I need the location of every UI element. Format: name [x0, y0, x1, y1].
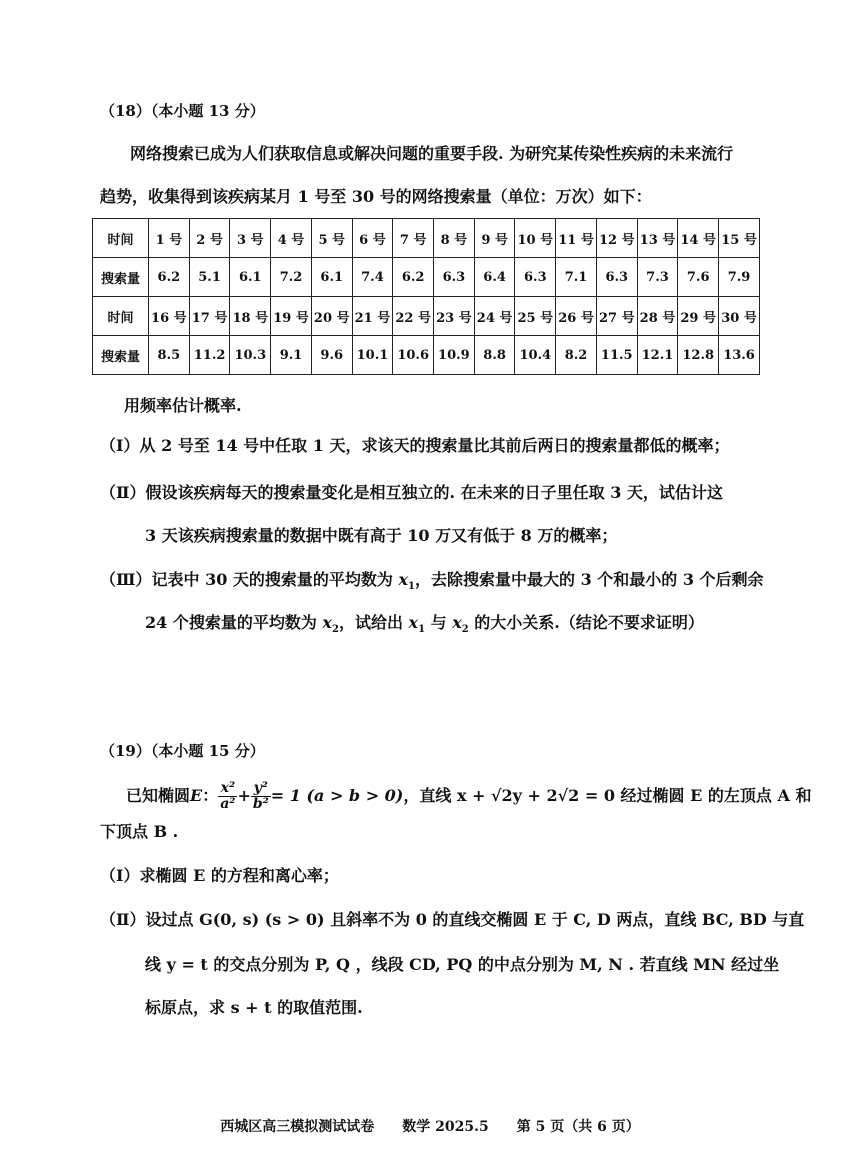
q18-part3-text1a: 记表中 30 天的搜索量的平均数为 — [151, 570, 399, 589]
table-cell-value: 6.3 — [434, 258, 475, 297]
table-header-time: 时间 — [93, 219, 149, 258]
q18-part3-text2b: ，试给出 — [338, 613, 409, 632]
table-cell-day: 8 号 — [434, 219, 475, 258]
q18-part3-text1b: ，去除搜索量中最大的 3 个和最小的 3 个后剩余 — [415, 570, 764, 589]
table-cell-value: 10.9 — [434, 336, 475, 375]
q19-intro-b: ： — [202, 786, 219, 806]
table-cell-value: 12.1 — [637, 336, 678, 375]
table-cell-value: 7.6 — [678, 258, 719, 297]
var-x1-letter: x — [398, 570, 409, 589]
table-cell-day: 6 号 — [352, 219, 393, 258]
table-cell-value: 9.1 — [271, 336, 312, 375]
table-header-search: 搜索量 — [93, 258, 149, 297]
table-cell-day: 11 号 — [556, 219, 597, 258]
table-cell-value: 8.8 — [474, 336, 515, 375]
q18-part3-text2d: 的大小关系.（结论不要求证明） — [468, 613, 704, 632]
q19-heading: （19）（本小题 15 分） — [100, 742, 265, 760]
q19-part1-label: （Ⅰ） — [100, 866, 140, 885]
table-cell-day: 30 号 — [719, 297, 760, 336]
table-cell-day: 4 号 — [271, 219, 312, 258]
table-cell-value: 12.8 — [678, 336, 719, 375]
q18-part3-line2 — [145, 613, 704, 636]
table-cell-day: 9 号 — [474, 219, 515, 258]
table-cell-day: 2 号 — [189, 219, 230, 258]
table-cell-value: 10.4 — [515, 336, 556, 375]
table-cell-value: 6.2 — [149, 258, 190, 297]
table-cell-value: 6.1 — [311, 258, 352, 297]
table-cell-day: 18 号 — [230, 297, 271, 336]
table-cell-value: 11.5 — [596, 336, 637, 375]
table-cell-value: 11.2 — [189, 336, 230, 375]
table-cell-value: 6.4 — [474, 258, 515, 297]
table-cell-day: 26 号 — [556, 297, 597, 336]
q19-intro-line1 — [126, 773, 811, 819]
table-cell-day: 17 号 — [189, 297, 230, 336]
table-cell-value: 8.5 — [149, 336, 190, 375]
var-x1-ref — [408, 613, 426, 636]
table-cell-day: 13 号 — [637, 219, 678, 258]
table-cell-day: 27 号 — [596, 297, 637, 336]
table-header-time: 时间 — [93, 297, 149, 336]
q19-part2-line1 — [100, 910, 804, 929]
q18-intro-line1: 网络搜索已成为人们获取信息或解决问题的重要手段. 为研究某传染性疾病的未来流行 — [130, 144, 734, 163]
var-x2-ref — [452, 613, 469, 636]
table-header-search: 搜索量 — [93, 336, 149, 375]
q18-part3-line1 — [100, 570, 764, 593]
table-cell-day: 1 号 — [149, 219, 190, 258]
table-cell-day: 24 号 — [474, 297, 515, 336]
var-x1 — [398, 570, 415, 593]
q18-part1-label: （Ⅰ） — [100, 436, 140, 455]
q19-intro-c: ，直线 x + √2y + 2√2 = 0 经过椭圆 E 的左顶点 A 和 — [403, 786, 812, 806]
var-x2-sub: 2 — [331, 624, 339, 636]
table-cell-day: 12 号 — [596, 219, 637, 258]
table-cell-day: 25 号 — [515, 297, 556, 336]
table-cell-value: 10.1 — [352, 336, 393, 375]
q18-part2-line1 — [100, 483, 723, 502]
table-row-values-2 — [93, 336, 760, 375]
table-cell-value: 7.9 — [719, 258, 760, 297]
table-cell-value: 13.6 — [719, 336, 760, 375]
table-cell-day: 22 号 — [393, 297, 434, 336]
fraction-x2-a2 — [218, 781, 237, 811]
q18-intro-line2: 趋势，收集得到该疾病某月 1 号至 30 号的网络搜索量（单位：万次）如下： — [100, 187, 652, 206]
plus-sign: + — [237, 786, 251, 806]
table-row-days-2 — [93, 297, 760, 336]
table-cell-day: 28 号 — [637, 297, 678, 336]
search-volume-table — [92, 218, 760, 375]
table-cell-day: 15 号 — [719, 219, 760, 258]
table-cell-value: 6.3 — [515, 258, 556, 297]
var-x2-ref-sub: 2 — [461, 624, 469, 636]
q18-part1 — [100, 436, 729, 455]
table-cell-value: 9.6 — [311, 336, 352, 375]
table-cell-value: 10.3 — [230, 336, 271, 375]
q18-part2-text1: 假设该疾病每天的搜索量变化是相互独立的. 在未来的日子里任取 3 天，试估计这 — [145, 483, 723, 502]
table-cell-value: 7.3 — [637, 258, 678, 297]
table-row-values-1 — [93, 258, 760, 297]
ellipse-eq-rest: = 1 (a > b > 0) — [270, 786, 404, 806]
table-cell-value: 6.2 — [393, 258, 434, 297]
table-cell-value: 6.1 — [230, 258, 271, 297]
q18-part1-text: 从 2 号至 14 号中任取 1 天，求该天的搜索量比其前后两日的搜索量都低的概率； — [139, 436, 730, 455]
table-cell-value: 8.2 — [556, 336, 597, 375]
table-cell-value: 10.6 — [393, 336, 434, 375]
table-cell-day: 5 号 — [311, 219, 352, 258]
q19-part2-line2: 线 y = t 的交点分别为 P, Q ，线段 CD, PQ 的中点分别为 M, N . 若直线 MN 经过坐 — [145, 955, 780, 974]
q19-part1 — [100, 866, 339, 885]
table-cell-value: 7.1 — [556, 258, 597, 297]
q19-part1-text: 求椭圆 E 的方程和离心率； — [139, 866, 339, 885]
table-cell-day: 19 号 — [271, 297, 312, 336]
q19-part2-text1: 设过点 G(0, s) (s > 0) 且斜率不为 0 的直线交椭圆 E 于 C, D 两点，直线 BC, BD 与直 — [145, 910, 805, 929]
table-cell-day: 20 号 — [311, 297, 352, 336]
table-cell-value: 5.1 — [189, 258, 230, 297]
var-x2-ref-letter: x — [452, 613, 462, 632]
q19-intro-line2: 下顶点 B . — [100, 822, 179, 841]
q18-part2-line2: 3 天该疾病搜索量的数据中既有高于 10 万又有低于 8 万的概率； — [145, 526, 618, 545]
table-cell-day: 21 号 — [352, 297, 393, 336]
fraction-numerator: x² — [218, 781, 237, 797]
fraction-numerator: y² — [251, 781, 271, 797]
table-cell-day: 16 号 — [149, 297, 190, 336]
table-cell-day: 7 号 — [393, 219, 434, 258]
table-cell-day: 10 号 — [515, 219, 556, 258]
table-cell-value: 7.4 — [352, 258, 393, 297]
fraction-denominator: b² — [252, 795, 269, 812]
var-x1-ref-sub: 1 — [418, 624, 426, 636]
q19-part2-label: （Ⅱ） — [100, 910, 146, 929]
ellipse-name: E — [190, 786, 203, 806]
q19-part2-line3: 标原点，求 s + t 的取值范围. — [145, 998, 363, 1017]
table-cell-day: 14 号 — [678, 219, 719, 258]
q18-heading: （18）（本小题 13 分） — [100, 102, 265, 120]
var-x2-letter: x — [322, 613, 332, 632]
var-x1-ref-letter: x — [408, 613, 419, 632]
page-footer: 西城区高三模拟测试试卷 数学 2025.5 第 5 页（共 6 页） — [220, 1119, 640, 1135]
q18-part2-label: （Ⅱ） — [100, 483, 146, 502]
fraction-y2-b2 — [251, 781, 271, 811]
q18-part3-text2c: 与 — [425, 613, 453, 632]
table-cell-day: 3 号 — [230, 219, 271, 258]
table-cell-day: 29 号 — [678, 297, 719, 336]
table-cell-day: 23 号 — [434, 297, 475, 336]
var-x2 — [322, 613, 339, 636]
q18-part3-text2a: 24 个搜索量的平均数为 — [145, 613, 323, 632]
table-cell-value: 6.3 — [596, 258, 637, 297]
q18-part3-label: （Ⅲ） — [100, 570, 152, 589]
q19-intro-a: 已知椭圆 — [126, 786, 191, 806]
table-cell-value: 7.2 — [271, 258, 312, 297]
table-row-days-1 — [93, 219, 760, 258]
var-x1-sub: 1 — [408, 581, 415, 593]
fraction-denominator: a² — [220, 795, 236, 812]
q18-note: 用频率估计概率. — [124, 396, 242, 415]
